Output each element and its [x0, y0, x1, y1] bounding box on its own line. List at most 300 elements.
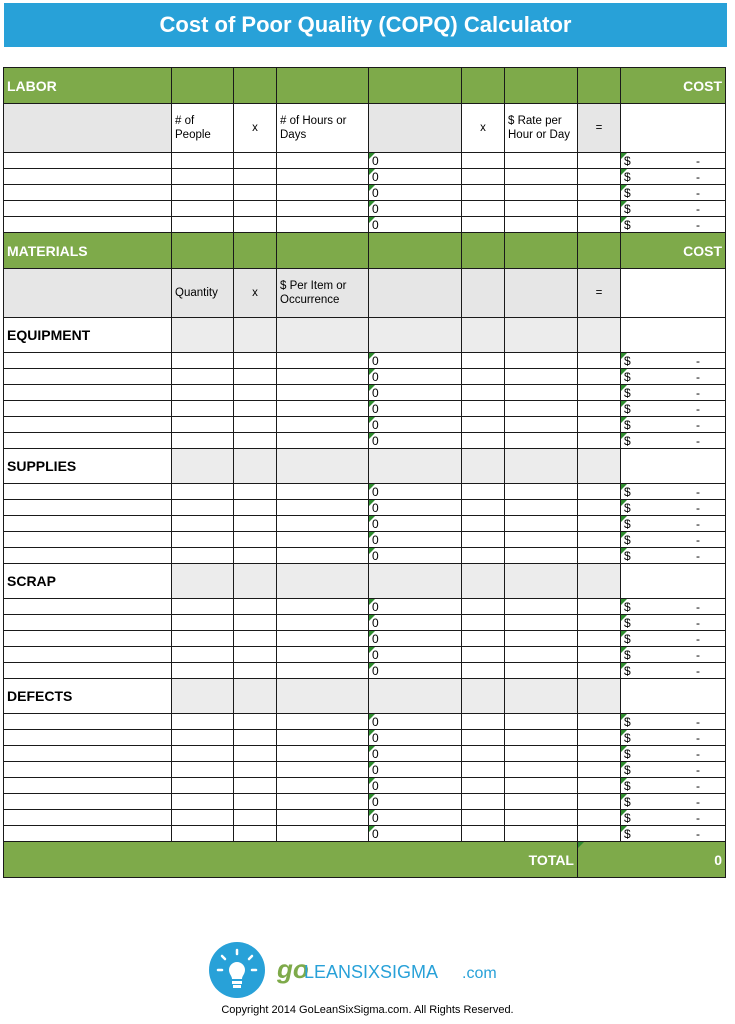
input-cell[interactable]: [578, 201, 621, 217]
subtotal-cell: [369, 794, 462, 810]
input-cell[interactable]: [578, 185, 621, 201]
input-cell[interactable]: [4, 401, 172, 417]
input-cell[interactable]: [277, 810, 369, 826]
input-cell[interactable]: [234, 794, 277, 810]
subtotal-cell: [369, 169, 462, 185]
input-cell[interactable]: [4, 794, 172, 810]
subtotal-cell: [369, 826, 462, 842]
input-cell[interactable]: [172, 185, 234, 201]
subtotal-cell: [369, 500, 462, 516]
input-cell[interactable]: [462, 762, 505, 778]
input-cell[interactable]: [4, 631, 172, 647]
cost-cell: [621, 353, 726, 369]
input-cell[interactable]: [462, 548, 505, 564]
input-cell[interactable]: [578, 599, 621, 615]
blank-cell: [462, 449, 505, 484]
materials-header-cell: [172, 233, 234, 269]
subtotal-value: 0: [372, 810, 379, 825]
input-cell[interactable]: [578, 532, 621, 548]
input-cell[interactable]: [4, 714, 172, 730]
labor-header-cost-label: COST: [621, 68, 726, 104]
input-cell[interactable]: [578, 647, 621, 663]
input-cell[interactable]: [578, 500, 621, 516]
input-cell[interactable]: [234, 762, 277, 778]
subtotal-cell: [369, 599, 462, 615]
input-cell[interactable]: [578, 746, 621, 762]
input-cell[interactable]: [578, 631, 621, 647]
input-cell[interactable]: [505, 746, 578, 762]
input-cell[interactable]: [505, 810, 578, 826]
input-cell[interactable]: [462, 794, 505, 810]
cost-value: -: [696, 663, 700, 678]
input-cell[interactable]: [462, 217, 505, 233]
input-cell[interactable]: [505, 153, 578, 169]
input-cell[interactable]: [462, 599, 505, 615]
col-quantity: Quantity: [172, 269, 234, 318]
input-cell[interactable]: [277, 484, 369, 500]
cost-cell: [621, 185, 726, 201]
input-cell[interactable]: [578, 615, 621, 631]
blank-cell: [234, 318, 277, 353]
input-cell[interactable]: [578, 417, 621, 433]
subtotal-value: 0: [372, 417, 379, 432]
input-cell[interactable]: [505, 516, 578, 532]
input-cell[interactable]: [234, 201, 277, 217]
input-cell[interactable]: [578, 778, 621, 794]
input-cell[interactable]: [4, 826, 172, 842]
subtotal-value: 0: [372, 484, 379, 499]
input-cell[interactable]: [234, 369, 277, 385]
input-cell[interactable]: [172, 500, 234, 516]
input-cell[interactable]: [234, 217, 277, 233]
input-cell[interactable]: [277, 599, 369, 615]
input-cell[interactable]: [234, 516, 277, 532]
input-cell[interactable]: [578, 401, 621, 417]
input-cell[interactable]: [4, 185, 172, 201]
input-cell[interactable]: [462, 746, 505, 762]
input-cell[interactable]: [277, 516, 369, 532]
blank-cell: [578, 318, 621, 353]
input-cell[interactable]: [4, 647, 172, 663]
input-cell[interactable]: [172, 385, 234, 401]
input-cell[interactable]: [4, 417, 172, 433]
input-cell[interactable]: [578, 548, 621, 564]
cost-value: -: [696, 185, 700, 200]
input-cell[interactable]: [505, 730, 578, 746]
input-cell[interactable]: [277, 532, 369, 548]
input-cell[interactable]: [172, 217, 234, 233]
input-cell[interactable]: [505, 185, 578, 201]
input-cell[interactable]: [462, 201, 505, 217]
input-cell[interactable]: [505, 217, 578, 233]
cost-currency: $: [624, 217, 631, 232]
input-cell[interactable]: [172, 794, 234, 810]
supplies-row: [4, 516, 726, 532]
input-cell[interactable]: [462, 169, 505, 185]
supplies-row: [4, 548, 726, 564]
input-cell[interactable]: [234, 532, 277, 548]
cost-cell: [621, 631, 726, 647]
input-cell[interactable]: [172, 778, 234, 794]
input-cell[interactable]: [505, 599, 578, 615]
input-cell[interactable]: [234, 714, 277, 730]
input-cell[interactable]: [505, 433, 578, 449]
input-cell[interactable]: [462, 714, 505, 730]
input-cell[interactable]: [234, 417, 277, 433]
scrap-row: [4, 631, 726, 647]
input-cell[interactable]: [505, 385, 578, 401]
input-cell[interactable]: [462, 778, 505, 794]
subtotal-cell: [369, 185, 462, 201]
cost-cell: [621, 778, 726, 794]
blank-cell: [369, 269, 462, 318]
copyright-notice: Copyright 2014 GoLeanSixSigma.com. All Rights Reserved.: [221, 1004, 514, 1016]
supplies-row: [4, 484, 726, 500]
input-cell[interactable]: [4, 615, 172, 631]
cost-cell: [621, 484, 726, 500]
input-cell[interactable]: [578, 826, 621, 842]
input-cell[interactable]: [172, 353, 234, 369]
brand-tld: .com: [462, 965, 497, 982]
blank-cell: [578, 564, 621, 599]
input-cell[interactable]: [4, 663, 172, 679]
input-cell[interactable]: [277, 548, 369, 564]
input-cell[interactable]: [277, 201, 369, 217]
input-cell[interactable]: [4, 433, 172, 449]
input-cell[interactable]: [505, 201, 578, 217]
blank-cell: [505, 269, 578, 318]
input-cell[interactable]: [234, 401, 277, 417]
input-cell[interactable]: [172, 647, 234, 663]
materials-header-cell: [578, 233, 621, 269]
input-cell[interactable]: [172, 663, 234, 679]
input-cell[interactable]: [234, 153, 277, 169]
cost-cell: [621, 500, 726, 516]
input-cell[interactable]: [234, 647, 277, 663]
blank-cell: [621, 318, 726, 353]
input-cell[interactable]: [505, 615, 578, 631]
supplies-row: [4, 500, 726, 516]
input-cell[interactable]: [277, 433, 369, 449]
input-cell[interactable]: [505, 353, 578, 369]
input-cell[interactable]: [277, 353, 369, 369]
input-cell[interactable]: [505, 663, 578, 679]
input-cell[interactable]: [578, 762, 621, 778]
input-cell[interactable]: [4, 484, 172, 500]
input-cell[interactable]: [578, 794, 621, 810]
input-cell[interactable]: [4, 778, 172, 794]
input-cell[interactable]: [234, 484, 277, 500]
input-cell[interactable]: [277, 153, 369, 169]
input-cell[interactable]: [462, 185, 505, 201]
input-cell[interactable]: [505, 401, 578, 417]
input-cell[interactable]: [277, 169, 369, 185]
input-cell[interactable]: [4, 153, 172, 169]
times-sign: x: [462, 104, 505, 153]
input-cell[interactable]: [277, 826, 369, 842]
cost-value: -: [696, 385, 700, 400]
scrap-row: [4, 663, 726, 679]
input-cell[interactable]: [4, 516, 172, 532]
input-cell[interactable]: [505, 169, 578, 185]
input-cell[interactable]: [172, 810, 234, 826]
defects-row: [4, 714, 726, 730]
input-cell[interactable]: [234, 169, 277, 185]
input-cell[interactable]: [578, 484, 621, 500]
labor-header-cell: [578, 68, 621, 104]
input-cell[interactable]: [462, 401, 505, 417]
input-cell[interactable]: [578, 810, 621, 826]
input-cell[interactable]: [172, 169, 234, 185]
input-cell[interactable]: [578, 153, 621, 169]
input-cell[interactable]: [505, 500, 578, 516]
subtotal-value: 0: [372, 201, 379, 216]
input-cell[interactable]: [505, 794, 578, 810]
input-cell[interactable]: [462, 615, 505, 631]
input-cell[interactable]: [4, 548, 172, 564]
materials-header-cell: [505, 233, 578, 269]
input-cell[interactable]: [462, 647, 505, 663]
input-cell[interactable]: [172, 153, 234, 169]
input-cell[interactable]: [277, 714, 369, 730]
input-cell[interactable]: [4, 762, 172, 778]
input-cell[interactable]: [505, 369, 578, 385]
input-cell[interactable]: [234, 385, 277, 401]
defects-section: [4, 679, 726, 714]
cost-cell: [621, 730, 726, 746]
input-cell[interactable]: [4, 532, 172, 548]
input-cell[interactable]: [578, 217, 621, 233]
blank-cell: [505, 318, 578, 353]
input-cell[interactable]: [578, 663, 621, 679]
input-cell[interactable]: [172, 484, 234, 500]
subtotal-cell: [369, 548, 462, 564]
input-cell[interactable]: [462, 153, 505, 169]
input-cell[interactable]: [234, 548, 277, 564]
cost-value: -: [696, 417, 700, 432]
input-cell[interactable]: [505, 826, 578, 842]
input-cell[interactable]: [172, 516, 234, 532]
cost-currency: $: [624, 730, 631, 745]
subtotal-value: 0: [372, 599, 379, 614]
input-cell[interactable]: [578, 516, 621, 532]
input-cell[interactable]: [4, 810, 172, 826]
input-cell[interactable]: [578, 385, 621, 401]
input-cell[interactable]: [172, 401, 234, 417]
input-cell[interactable]: [234, 615, 277, 631]
subtotal-cell: [369, 532, 462, 548]
input-cell[interactable]: [234, 353, 277, 369]
cost-value: -: [696, 762, 700, 777]
input-cell[interactable]: [578, 169, 621, 185]
blank-cell: [369, 318, 462, 353]
input-cell[interactable]: [234, 663, 277, 679]
input-cell[interactable]: [234, 826, 277, 842]
input-cell[interactable]: [234, 778, 277, 794]
input-cell[interactable]: [462, 369, 505, 385]
input-cell[interactable]: [4, 500, 172, 516]
cost-value: -: [696, 201, 700, 216]
input-cell[interactable]: [4, 385, 172, 401]
input-cell[interactable]: [172, 433, 234, 449]
cost-cell: [621, 663, 726, 679]
col-per-item: $ Per Item or Occurrence: [277, 269, 369, 318]
input-cell[interactable]: [234, 730, 277, 746]
scrap-row: [4, 599, 726, 615]
input-cell[interactable]: [4, 599, 172, 615]
subtotal-cell: [369, 663, 462, 679]
cost-value: -: [696, 778, 700, 793]
input-cell[interactable]: [172, 631, 234, 647]
subtotal-value: 0: [372, 532, 379, 547]
input-cell[interactable]: [4, 169, 172, 185]
input-cell[interactable]: [505, 647, 578, 663]
input-cell[interactable]: [277, 663, 369, 679]
input-cell[interactable]: [172, 714, 234, 730]
input-cell[interactable]: [578, 353, 621, 369]
input-cell[interactable]: [277, 794, 369, 810]
input-cell[interactable]: [462, 433, 505, 449]
cost-value: -: [696, 548, 700, 563]
labor-row: [4, 169, 726, 185]
cost-currency: $: [624, 385, 631, 400]
input-cell[interactable]: [462, 532, 505, 548]
subtotal-value: 0: [372, 353, 379, 368]
input-cell[interactable]: [505, 417, 578, 433]
input-cell[interactable]: [172, 599, 234, 615]
input-cell[interactable]: [277, 185, 369, 201]
input-cell[interactable]: [234, 185, 277, 201]
brand-go: go: [277, 954, 309, 984]
cost-cell: [621, 385, 726, 401]
input-cell[interactable]: [172, 615, 234, 631]
input-cell[interactable]: [505, 762, 578, 778]
blank-cell: [505, 679, 578, 714]
cost-currency: $: [624, 433, 631, 448]
input-cell[interactable]: [462, 385, 505, 401]
input-cell[interactable]: [277, 746, 369, 762]
labor-header-label: LABOR: [4, 68, 172, 104]
subtotal-value: 0: [372, 778, 379, 793]
input-cell[interactable]: [505, 714, 578, 730]
materials-header-cost-label: COST: [621, 233, 726, 269]
total-value: 0: [578, 842, 726, 878]
defects-row: [4, 746, 726, 762]
input-cell[interactable]: [172, 762, 234, 778]
input-cell[interactable]: [462, 353, 505, 369]
blank-cell: [369, 564, 462, 599]
input-cell[interactable]: [234, 433, 277, 449]
blank-cell: [505, 449, 578, 484]
input-cell[interactable]: [462, 516, 505, 532]
input-cell[interactable]: [172, 417, 234, 433]
input-cell[interactable]: [462, 484, 505, 500]
times-sign: x: [234, 104, 277, 153]
input-cell[interactable]: [172, 730, 234, 746]
cost-value: -: [696, 484, 700, 499]
supplies-row: [4, 532, 726, 548]
input-cell[interactable]: [172, 532, 234, 548]
materials-header-label: MATERIALS: [4, 233, 172, 269]
input-cell[interactable]: [277, 385, 369, 401]
input-cell[interactable]: [4, 217, 172, 233]
input-cell[interactable]: [277, 762, 369, 778]
input-cell[interactable]: [505, 778, 578, 794]
input-cell[interactable]: [505, 532, 578, 548]
input-cell[interactable]: [462, 500, 505, 516]
input-cell[interactable]: [172, 548, 234, 564]
input-cell[interactable]: [462, 730, 505, 746]
blank-cell: [4, 104, 172, 153]
subtotal-value: 0: [372, 548, 379, 563]
input-cell[interactable]: [277, 647, 369, 663]
input-cell[interactable]: [277, 631, 369, 647]
input-cell[interactable]: [277, 217, 369, 233]
input-cell[interactable]: [234, 631, 277, 647]
input-cell[interactable]: [234, 500, 277, 516]
input-cell[interactable]: [462, 826, 505, 842]
input-cell[interactable]: [4, 730, 172, 746]
input-cell[interactable]: [277, 417, 369, 433]
input-cell[interactable]: [172, 746, 234, 762]
defects-row: [4, 730, 726, 746]
input-cell[interactable]: [505, 548, 578, 564]
blank-cell: [462, 564, 505, 599]
subtotal-cell: [369, 484, 462, 500]
input-cell[interactable]: [4, 746, 172, 762]
subtotal-cell: [369, 778, 462, 794]
input-cell[interactable]: [172, 369, 234, 385]
subtotal-value: 0: [372, 500, 379, 515]
input-cell[interactable]: [4, 369, 172, 385]
scrap-section: [4, 564, 726, 599]
input-cell[interactable]: [578, 369, 621, 385]
input-cell[interactable]: [505, 631, 578, 647]
blank-cell: [4, 269, 172, 318]
input-cell[interactable]: [578, 433, 621, 449]
input-cell[interactable]: [172, 201, 234, 217]
input-cell[interactable]: [505, 484, 578, 500]
input-cell[interactable]: [462, 631, 505, 647]
input-cell[interactable]: [462, 810, 505, 826]
input-cell[interactable]: [462, 417, 505, 433]
input-cell[interactable]: [234, 746, 277, 762]
input-cell[interactable]: [234, 810, 277, 826]
subtotal-cell: [369, 615, 462, 631]
input-cell[interactable]: [277, 615, 369, 631]
blank-cell: [234, 679, 277, 714]
equipment-row: [4, 353, 726, 369]
input-cell[interactable]: [172, 826, 234, 842]
input-cell[interactable]: [578, 714, 621, 730]
input-cell[interactable]: [4, 353, 172, 369]
input-cell[interactable]: [277, 730, 369, 746]
input-cell[interactable]: [4, 201, 172, 217]
blank-cell: [578, 679, 621, 714]
brand-name: LEANSIXSIGMA: [304, 962, 439, 982]
input-cell[interactable]: [277, 778, 369, 794]
col-hours: # of Hours or Days: [277, 104, 369, 153]
blank-cell: [462, 679, 505, 714]
input-cell[interactable]: [277, 500, 369, 516]
input-cell[interactable]: [277, 401, 369, 417]
input-cell[interactable]: [234, 599, 277, 615]
cost-currency: $: [624, 169, 631, 184]
col-people: # of People: [172, 104, 234, 153]
input-cell[interactable]: [462, 663, 505, 679]
input-cell[interactable]: [277, 369, 369, 385]
input-cell[interactable]: [578, 730, 621, 746]
